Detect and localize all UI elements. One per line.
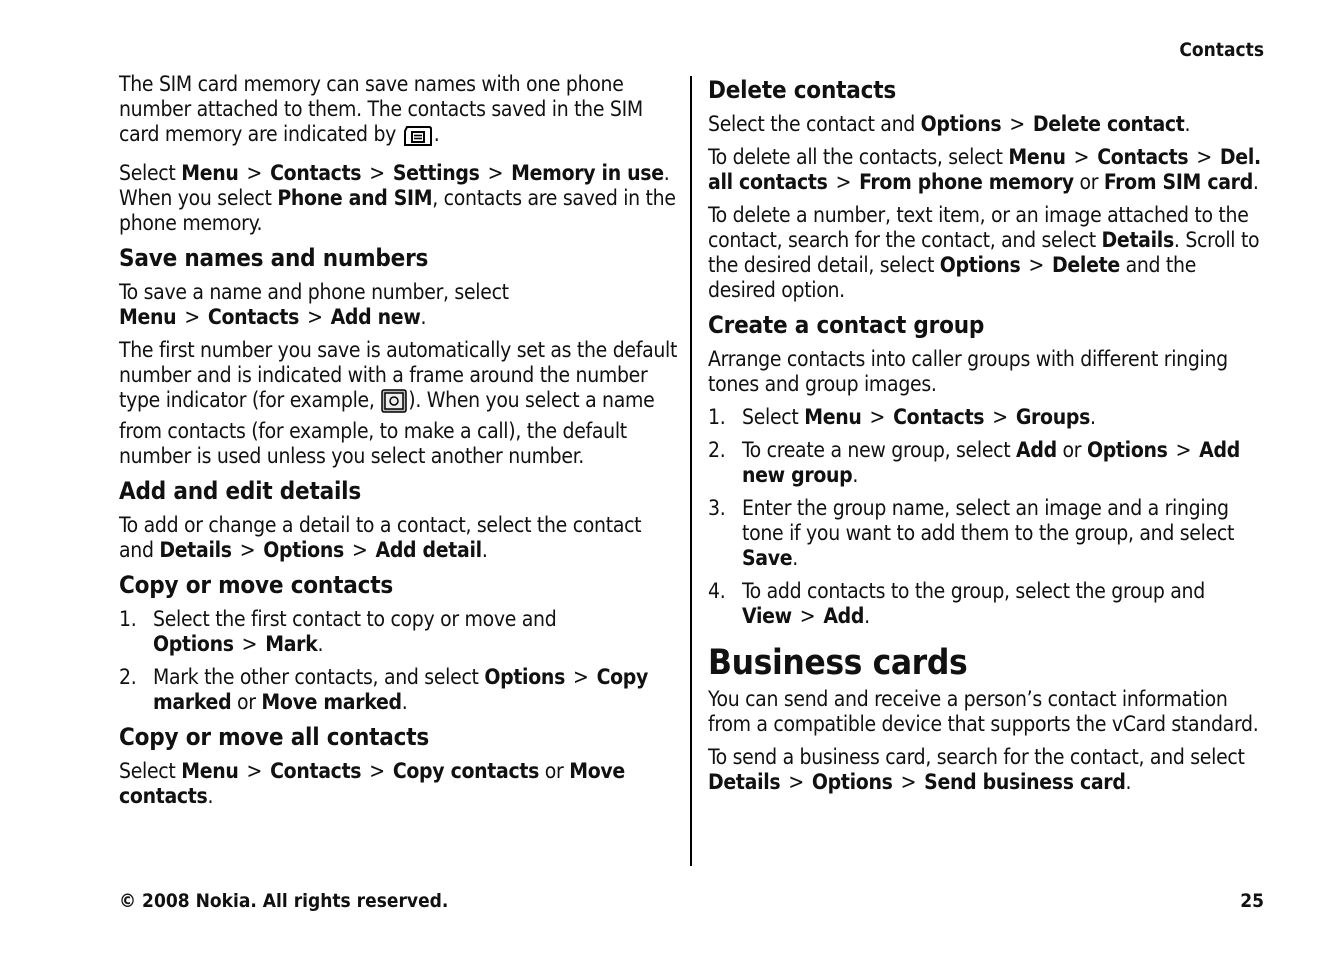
left-column xyxy=(119,72,679,817)
save-names-heading: Save names and numbers xyxy=(119,244,429,272)
copy-move-heading: Copy or move contacts xyxy=(119,571,393,599)
framed-number-type-icon xyxy=(381,389,407,419)
list-item: 2. To create a new group, select Add or Options > Add new group. xyxy=(708,438,1240,487)
list-item: 3. Enter the group name, select an image and a ringing tone if you want to add them to the group, and select Save. xyxy=(708,496,1235,570)
memory-in-use-paragraph: Select Menu > Contacts > Settings > Memory in use. When you select Phone and SIM, contacts are saved in the phone memory. xyxy=(119,161,676,235)
right-column xyxy=(708,72,1266,803)
copy-all-paragraph: Select Menu > Contacts > Copy contacts or Move contacts. xyxy=(119,759,625,808)
default-number-paragraph: The first number you save is automatically set as the default number and is indicated with a frame around the number type indicator (for example, ). When you select a name from contacts (for example, to make a call), the default number is used unless you select another number. xyxy=(119,338,678,468)
sim-card-memory-icon xyxy=(403,125,433,153)
add-detail-paragraph: To add or change a detail to a contact, select the contact and Details > Options > Add detail. xyxy=(119,513,642,562)
business-cards-intro: You can send and receive a person’s contact information from a compatible device that supports the vCard standard. xyxy=(708,687,1259,736)
list-item: 2. Mark the other contacts, and select Options > Copy marked or Move marked. xyxy=(119,665,649,714)
copyright-footer: © 2008 Nokia. All rights reserved. xyxy=(119,890,449,912)
column-divider xyxy=(690,76,692,866)
contact-group-paragraph: Arrange contacts into caller groups with different ringing tones and group images. xyxy=(708,347,1228,396)
list-item: 1. Select the first contact to copy or move and Options > Mark. xyxy=(119,607,557,656)
business-cards-heading: Business cards xyxy=(708,643,968,683)
list-item: 4. To add contacts to the group, select the group and View > Add. xyxy=(708,579,1205,628)
add-edit-heading: Add and edit details xyxy=(119,477,362,505)
page-number: 25 xyxy=(1240,890,1264,912)
delete-all-paragraph: To delete all the contacts, select Menu > Contacts > Del. all contacts > From phone memory or From SIM card. xyxy=(708,145,1261,194)
delete-contact-paragraph: Select the contact and Options > Delete contact. xyxy=(708,112,1191,136)
list-item: 1. Select Menu > Contacts > Groups. xyxy=(708,405,1096,429)
delete-contacts-heading: Delete contacts xyxy=(708,76,896,104)
copy-all-heading: Copy or move all contacts xyxy=(119,723,430,751)
save-name-paragraph: To save a name and phone number, select Menu > Contacts > Add new. xyxy=(119,280,509,329)
send-business-card-paragraph: To send a business card, search for the contact, and select Details > Options > Send business card. xyxy=(708,745,1245,794)
running-header: Contacts xyxy=(1179,39,1264,61)
sim-memory-paragraph: The SIM card memory can save names with one phone number attached to them. The contacts saved in the SIM card memory are indicated by . xyxy=(119,72,679,153)
contact-group-heading: Create a contact group xyxy=(708,311,985,339)
delete-detail-paragraph: To delete a number, text item, or an image attached to the contact, search for the contact, and select Details. Scroll to the desired detail, select Options > Delete and the desired option. xyxy=(708,203,1260,302)
